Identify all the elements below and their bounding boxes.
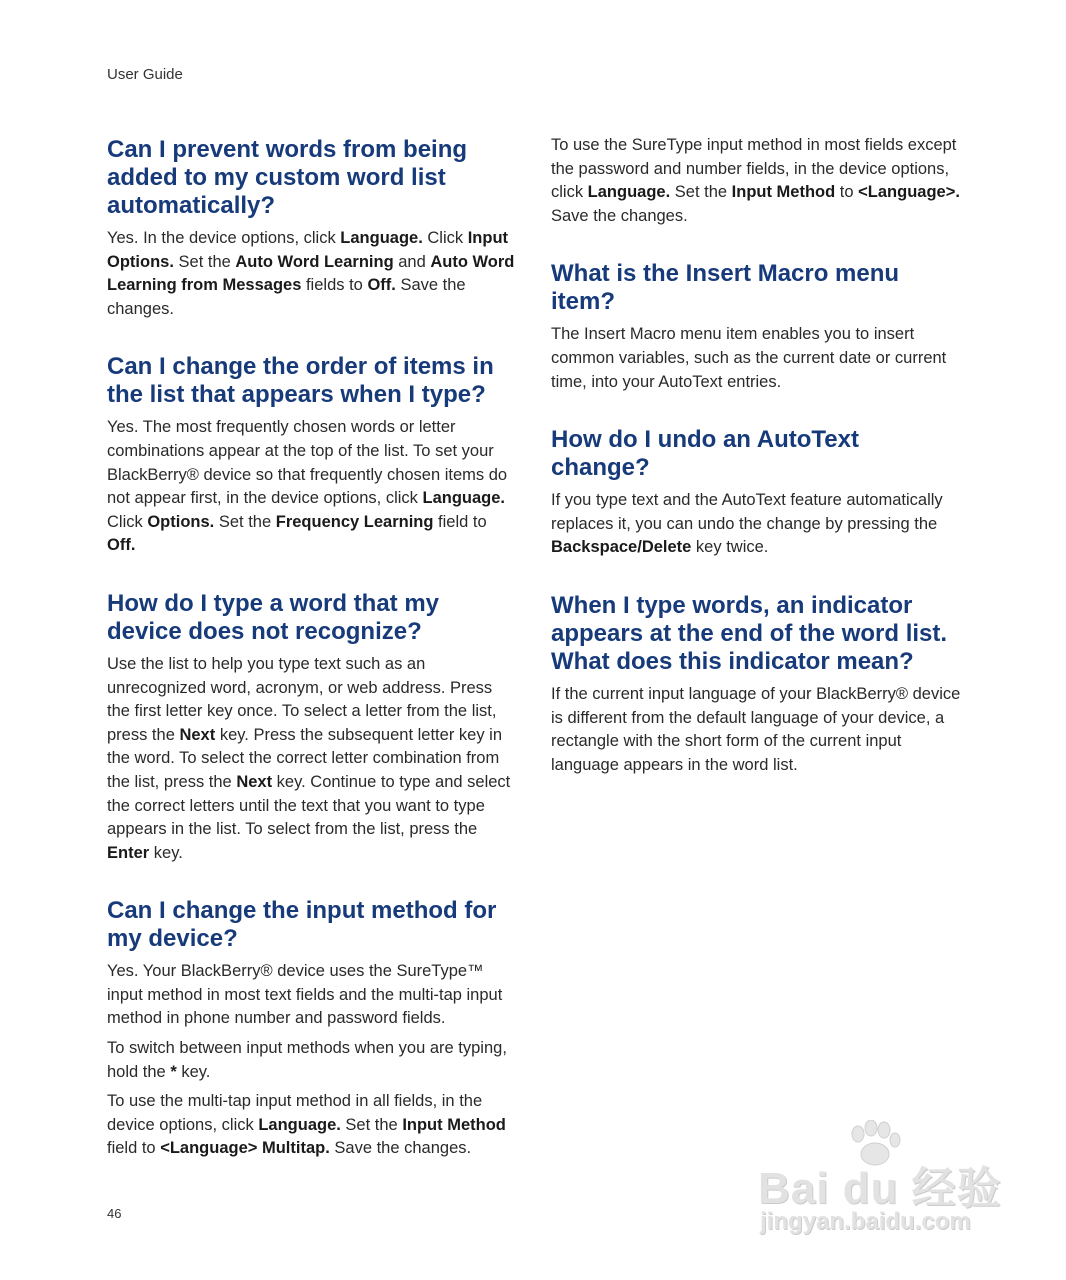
question-heading: Can I change the input method for my device? bbox=[107, 897, 497, 953]
text-run: key twice. bbox=[691, 538, 769, 557]
ui-term: Language. bbox=[258, 1115, 341, 1134]
text-run: The Insert Macro menu item enables you to insert common variables, such as the current date or current time, into your AutoText entries. bbox=[551, 325, 947, 391]
ui-term: Next bbox=[179, 725, 216, 744]
text-run: Use the list to help you type text such as an unrecognized word, acronym, or web address. Press the first letter key once. To select a letter from the list, press the bbox=[107, 654, 497, 744]
text-run: key. Continue to type and select the correct letters until the text that you want to type appears in the list. To select from the list, press the bbox=[107, 772, 511, 839]
ui-term: Frequency Learning bbox=[275, 512, 434, 531]
text-run: Set the bbox=[670, 183, 732, 202]
ui-term: * bbox=[170, 1062, 177, 1081]
watermark-url: jingyan.baidu.com bbox=[760, 1208, 971, 1235]
text-run: Click bbox=[107, 512, 148, 531]
page-number: 46 bbox=[107, 1206, 122, 1221]
text-run: If the current input language of your BlackBerry® device is different from the default language of your device, a rectangle with the short form of the current input language appears in the word list. bbox=[551, 684, 961, 774]
text-run: key. bbox=[176, 1062, 211, 1081]
qa-section bbox=[551, 592, 963, 777]
ui-term: Input Method bbox=[402, 1115, 506, 1134]
ui-term: Language. bbox=[587, 183, 671, 202]
text-run: field to bbox=[433, 512, 487, 531]
text-run: fields to bbox=[301, 276, 368, 295]
answer-paragraph bbox=[551, 683, 963, 777]
ui-term: Off. bbox=[367, 276, 396, 295]
answer-paragraph bbox=[107, 416, 519, 558]
ui-term: Off. bbox=[107, 536, 136, 555]
question-heading: How do I type a word that my device does not recognize? bbox=[107, 589, 440, 645]
text-run: Set the bbox=[214, 512, 276, 531]
ui-term: <Language>. bbox=[858, 183, 960, 202]
answer-paragraph bbox=[551, 323, 963, 394]
baidu-watermark bbox=[748, 1120, 1018, 1250]
running-header: User Guide bbox=[107, 66, 183, 83]
text-run: Set the bbox=[173, 252, 236, 271]
text-run: and bbox=[393, 252, 431, 271]
answer-paragraph bbox=[551, 489, 963, 560]
text-run: Save the changes. bbox=[107, 276, 466, 318]
question-heading: How do I undo an AutoText change? bbox=[551, 426, 859, 482]
ui-term: Input Method bbox=[731, 183, 836, 202]
answer-paragraph bbox=[107, 1037, 519, 1084]
qa-section bbox=[107, 897, 519, 1161]
text-run: Click bbox=[422, 229, 468, 247]
text-run: Yes. In the device options, click bbox=[107, 229, 341, 247]
qa-section bbox=[107, 590, 519, 865]
text-run: To use the SureType input method in most fields except the password and number fields, in the device options, click bbox=[551, 136, 957, 202]
ui-term: Options. bbox=[147, 512, 215, 531]
qa-section bbox=[107, 353, 519, 558]
answer-paragraph bbox=[107, 960, 519, 1031]
text-run: key. bbox=[149, 843, 183, 862]
ui-term: Next bbox=[236, 772, 273, 791]
ui-term: Input Options. bbox=[107, 229, 509, 271]
right-column bbox=[551, 134, 963, 809]
qa-section bbox=[551, 134, 963, 228]
text-run: Yes. Your BlackBerry® device uses the SureType™ input method in most text fields and the multi-tap input method in phone number and password fields. bbox=[107, 962, 503, 1028]
text-run: Set the bbox=[340, 1115, 403, 1134]
answer-paragraph bbox=[551, 134, 963, 228]
question-heading: Can I prevent words from being added to my custom word list automatically? bbox=[107, 136, 468, 219]
ui-term: <Language> Multitap. bbox=[160, 1139, 330, 1158]
ui-term: Enter bbox=[107, 843, 150, 862]
ui-term: Language. bbox=[340, 229, 423, 247]
qa-section bbox=[551, 426, 963, 560]
ui-term: Language. bbox=[422, 489, 506, 508]
text-run: Save the changes. bbox=[329, 1139, 472, 1158]
text-run: If you type text and the AutoText feature automatically replaces it, you can undo the change by pressing the bbox=[551, 491, 943, 533]
text-run: key. Press the subsequent letter key in the word. To select the correct letter combination from the list, press the bbox=[107, 725, 502, 791]
ui-term: Backspace/Delete bbox=[551, 538, 692, 557]
qa-section bbox=[551, 260, 963, 394]
text-run: Save the changes. bbox=[551, 206, 688, 225]
answer-paragraph bbox=[107, 227, 519, 321]
watermark-main: Bai du 经验 bbox=[758, 1164, 1002, 1213]
text-run: To use the multi-tap input method in all fields, in the device options, click bbox=[107, 1092, 483, 1134]
ui-term: Auto Word Learning from Messages bbox=[107, 252, 515, 295]
left-column bbox=[107, 136, 519, 1193]
text-run: field to bbox=[107, 1139, 161, 1158]
question-heading: Can I change the order of items in the list that appears when I type? bbox=[107, 353, 494, 409]
question-heading: When I type words, an indicator appears at the end of the word list. What does this indicator mean? bbox=[551, 591, 948, 675]
question-heading: What is the Insert Macro menu item? bbox=[551, 260, 900, 316]
answer-paragraph bbox=[107, 1090, 519, 1161]
answer-paragraph bbox=[107, 653, 519, 865]
qa-section bbox=[107, 136, 519, 321]
text-run: To switch between input methods when you are typing, hold the bbox=[107, 1039, 507, 1081]
text-run: to bbox=[835, 183, 859, 202]
text-run: Yes. The most frequently chosen words or letter combinations appear at the top of the list. To set your BlackBerry® device so that frequently chosen items do not appear first, in the device options, click bbox=[107, 418, 508, 508]
ui-term: Auto Word Learning bbox=[235, 252, 394, 271]
